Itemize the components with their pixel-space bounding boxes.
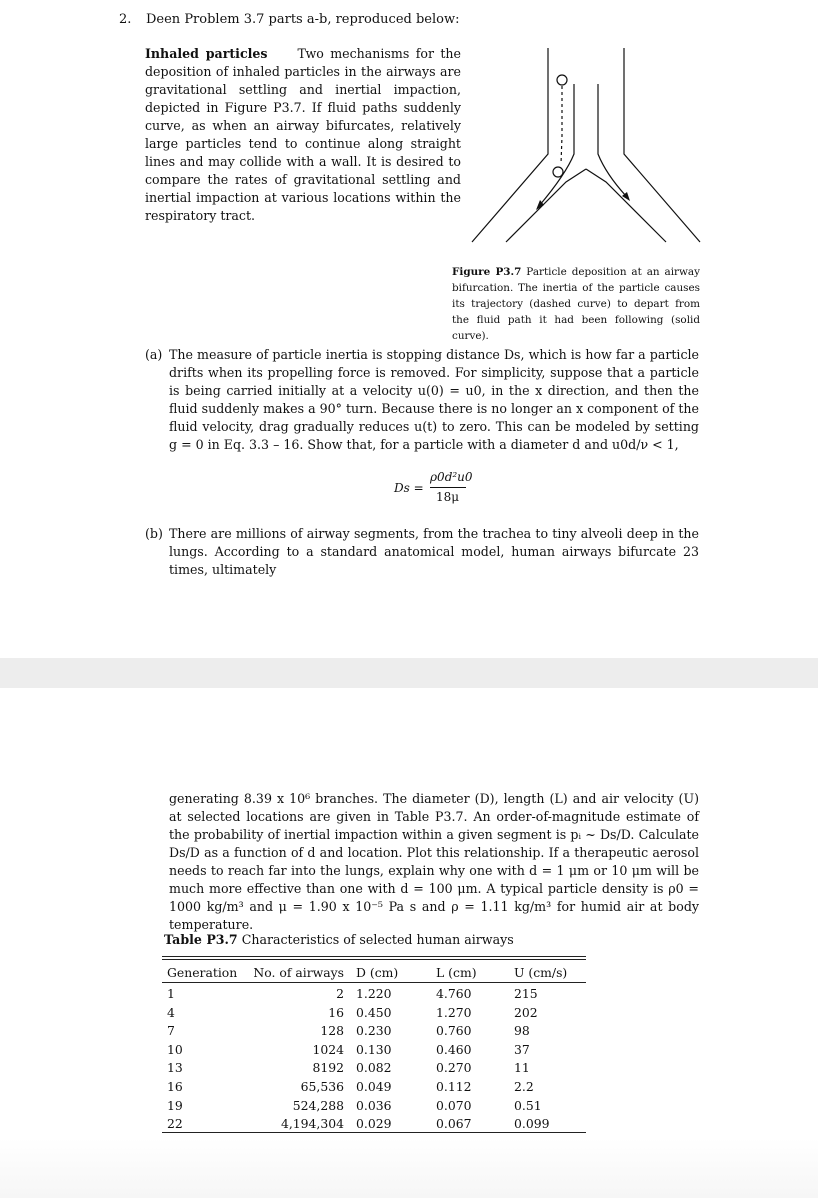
- intro-body: Two mechanisms for the deposition of inhaled particles in the airways are gravitational settling and inertial impaction, depicted in Figure P3.7. If fluid paths suddenly curve, as when an airway bifurcates, relatively large particles tend to continue along straight lines and may collide with a wall. It is desired to compare the rates of gravitational settling and inertial impaction at various locations within the respiratory tract.: [145, 46, 461, 223]
- part-a-text: The measure of particle inertia is stopping distance Ds, which is how far a particle drifts when its propelling force is removed. For simplicity, suppose that a particle is being carried initially at a velocity u(0) = u0, in the x direction, and then the fluid suddenly makes a 90° turn. Because there is no longer an x component of the fluid velocity, drag gradually reduces u(t) to zero. This can be modeled by setting g = 0 in Eq. 3.3 – 16. Show that, for a particle with a diameter d and u0d/ν < 1,: [169, 347, 699, 452]
- bifurcation-figure: [466, 44, 714, 254]
- problem-number: 2.: [119, 12, 132, 27]
- cell-u: 202: [514, 1004, 538, 1020]
- page-break: [0, 658, 818, 688]
- part-b-continued: [169, 790, 699, 934]
- airway-right-inner-wall: [586, 169, 666, 242]
- cell-no-of-airways: 2: [336, 986, 344, 1001]
- cell-l: 0.270: [436, 1060, 472, 1076]
- intro-title: Inhaled particles: [145, 46, 268, 61]
- cell-u: 98: [514, 1023, 530, 1039]
- figure-caption: [452, 264, 700, 344]
- table-rule-header: [162, 982, 586, 983]
- airway-left-inner-wall: [506, 169, 586, 242]
- cell-l: 0.760: [436, 1023, 472, 1039]
- part-b: [145, 525, 699, 579]
- cell-generation: 16: [167, 1079, 183, 1094]
- cell-no-of-airways: 128: [320, 1023, 344, 1039]
- figure-caption-label: Figure P3.7: [452, 266, 522, 278]
- cell-l: 1.270: [436, 1004, 472, 1020]
- cell-u: 37: [514, 1041, 530, 1057]
- table-caption-label: Table P3.7: [164, 932, 238, 947]
- cell-d: 0.029: [356, 1116, 392, 1132]
- part-a-label: (a): [145, 347, 163, 362]
- header-no-of-airways: No. of airways: [253, 965, 344, 980]
- cell-d: 0.036: [356, 1097, 392, 1113]
- cell-l: 0.067: [436, 1116, 472, 1132]
- airway-left-outer-wall: [472, 48, 548, 242]
- cell-generation: 4: [167, 1004, 175, 1020]
- particle-impact: [553, 167, 563, 177]
- cell-generation: 1: [167, 986, 175, 1001]
- cell-u: 215: [514, 986, 538, 1001]
- cell-generation: 22: [167, 1116, 183, 1132]
- cell-no-of-airways: 4,194,304: [280, 1116, 344, 1132]
- cell-l: 0.112: [436, 1079, 472, 1094]
- cell-d: 1.220: [356, 986, 392, 1001]
- airway-right-outer-wall: [624, 48, 700, 242]
- header-u: U (cm/s): [514, 965, 568, 980]
- table-caption: [164, 932, 514, 947]
- cell-generation: 7: [167, 1023, 175, 1039]
- cell-u: 11: [514, 1060, 530, 1076]
- cell-u: 0.51: [514, 1097, 542, 1113]
- table-rule-bottom: [162, 1132, 586, 1133]
- figure-caption-text: Particle deposition at an airway bifurcation. The inertia of the particle causes its trajectory (dashed curve) to depart from the fluid path it had been following (solid curve).: [452, 266, 700, 342]
- table-caption-text: Characteristics of selected human airways: [241, 932, 514, 947]
- cell-l: 0.070: [436, 1097, 472, 1113]
- problem-title: Deen Problem 3.7 parts a-b, reproduced below:: [146, 12, 460, 27]
- cell-no-of-airways: 65,536: [300, 1079, 344, 1094]
- cell-d: 0.130: [356, 1041, 392, 1057]
- table-rule-top: [162, 956, 586, 957]
- intro-paragraph: [145, 45, 461, 225]
- stopping-distance-equation: [394, 470, 484, 506]
- cell-no-of-airways: 8192: [312, 1060, 344, 1076]
- cell-u: 2.2: [514, 1079, 534, 1094]
- cell-generation: 10: [167, 1041, 183, 1057]
- particle-trajectory: [561, 86, 562, 164]
- table-rule-top-double: [162, 959, 586, 960]
- cell-l: 4.760: [436, 986, 472, 1001]
- particle-start: [557, 75, 567, 85]
- cell-no-of-airways: 16: [328, 1004, 344, 1020]
- header-l: L (cm): [436, 965, 477, 980]
- header-d: D (cm): [356, 965, 399, 980]
- cell-no-of-airways: 524,288: [292, 1097, 344, 1113]
- cell-d: 0.049: [356, 1079, 392, 1094]
- equation-fraction-bar: [430, 487, 466, 488]
- part-b-label: (b): [145, 526, 163, 541]
- cell-no-of-airways: 1024: [312, 1041, 344, 1057]
- cell-generation: 19: [167, 1097, 183, 1113]
- cell-d: 0.230: [356, 1023, 392, 1039]
- cell-d: 0.450: [356, 1004, 392, 1020]
- cell-u: 0.099: [514, 1116, 550, 1132]
- equation-numerator: ρ0d²u0: [430, 470, 473, 484]
- part-a: [145, 346, 699, 454]
- cell-l: 0.460: [436, 1041, 472, 1057]
- problem-heading: [119, 12, 460, 27]
- part-b-text: There are millions of airway segments, from the trachea to tiny alveoli deep in the lungs. According to a standard anatomical model, human airways bifurcate 23 times, ultimately: [169, 526, 699, 577]
- header-generation: Generation: [167, 965, 238, 980]
- fluid-path-left: [539, 84, 574, 206]
- cell-d: 0.082: [356, 1060, 392, 1076]
- part-b-continued-text: generating 8.39 x 10⁶ branches. The diameter (D), length (L) and air velocity (U) at selected locations are given in Table P3.7. An order-of-magnitude estimate of the probability of inertial impaction within a given segment is pᵢ ~ Ds/D. Calculate Ds/D as a function of d and location. Plot this relationship. If a therapeutic aerosol needs to reach far into the lungs, explain why one with d = 1 μm or 10 μm will be much more effective than one with d = 100 μm. A typical particle density is ρ0 = 1000 kg/m³ and μ = 1.90 x 10⁻⁵ Pa s and ρ = 1.11 kg/m³ for humid air at body temperature.: [169, 791, 699, 932]
- equation-lhs: Ds =: [394, 481, 424, 495]
- equation-denominator: 18μ: [436, 490, 460, 504]
- cell-generation: 13: [167, 1060, 183, 1076]
